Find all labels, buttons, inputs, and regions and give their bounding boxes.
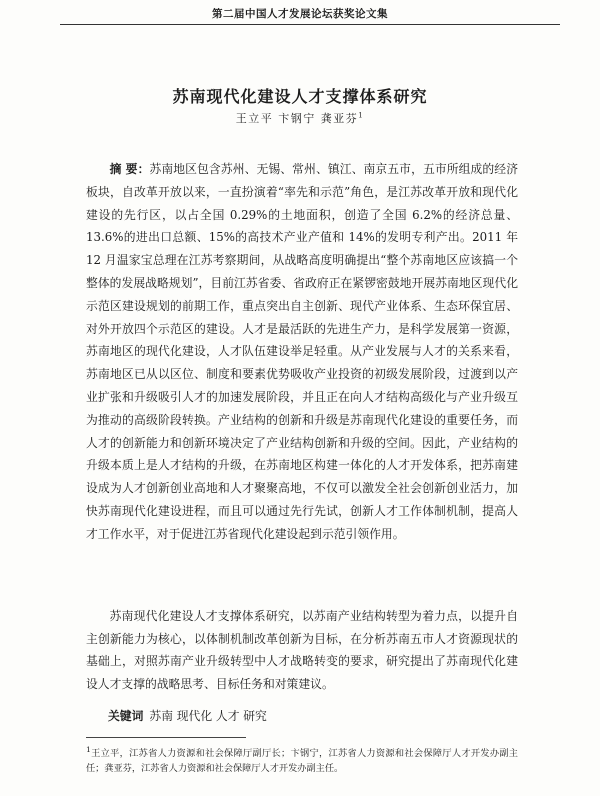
author-footnote-marker: 1 (358, 111, 365, 120)
keywords-list: 苏南 现代化 人才 研究 (149, 709, 267, 723)
running-head: 第二届中国人才发展论坛获奖论文集 (212, 8, 388, 20)
keywords-label: 关键词 (108, 709, 144, 723)
abstract (86, 158, 518, 546)
header-rule (60, 24, 560, 25)
abstract-text: 苏南地区包含苏州、无锡、常州、镇江、南京五市，五市所组成的经济板块，自改革开放以来，一直扮演着“率先和示范”角色，是江苏改革开放和现代化建设的先行区，以占全国 0.29%的土地面积，创造了全国 6.2%的经济总量、13.6%的进出口总额、15%的高技术产业产值和 14%的发明专利产出。2011 年 12 月温家宝总理在江苏考察期间，从战略高度明确提出“整个苏南地区应该搞一个整体的发展战略规划”，目前江苏省委、省政府正在紧锣密鼓地开展苏南地区现代化示范区建设规划的前期工作，重点突出自主创新、现代产业体系、生态环保宜居、对外开放四个示范区的建设。人才是最活跃的先进生产力，是科学发展第一资源，苏南地区的现代化建设，人才队伍建设举足轻重。从产业发展与人才的关系来看，苏南地区已从以区位、制度和要素优势吸收产业投资的初级发展阶段，过渡到以产业扩张和升级吸引人才的加速发展阶段，并且正在向人才结构高级化与产业升级互为推动的高级阶段转换。产业结构的创新和升级是苏南现代化建设的重要任务，而人才的创新能力和创新环境决定了产业结构创新和升级的空间。因此，产业结构的升级本质上是人才结构的升级，在苏南地区构建一体化的人才开发体系，把苏南建设成为人才创新创业高地和人才聚聚高地，不仅可以激发全社会创新创业活力，加快苏南现代化建设进程，而且可以通过先行先试，创新人才工作体制机制，提高人才工作水平，对于促进江苏省现代化建设起到示范引领作用。 (86, 162, 518, 541)
footnote (86, 742, 518, 776)
paper-title: 苏南现代化建设人才支撑体系研究 (172, 87, 428, 106)
paper-authors (0, 110, 600, 126)
keywords (108, 707, 518, 724)
summary-paragraph: 苏南现代化建设人才支撑体系研究，以苏南产业结构转型为着力点，以提升自主创新能力为核心，以体制机制改革创新为目标，在分析苏南五市人才资源现状的基础上，对照苏南产业升级转型中人才战略转变的要求，研究提出了苏南现代化建设人才支撑的战略思考、目标任务和对策建议。 (86, 609, 518, 691)
footnote-marker: 1 (86, 745, 91, 754)
footnote-text: 王立平，江苏省人力资源和社会保障厅副厅长；卞钢宁，江苏省人力资源和社会保障厅人才开发办副主任；龚亚芬，江苏省人力资源和社会保障厅人才开发办副主任。 (86, 748, 518, 775)
abstract-label: 摘 要： (109, 162, 150, 176)
author-names: 王立平 卞钢宁 龚亚芬 (235, 112, 359, 125)
footnote-rule (86, 737, 246, 738)
